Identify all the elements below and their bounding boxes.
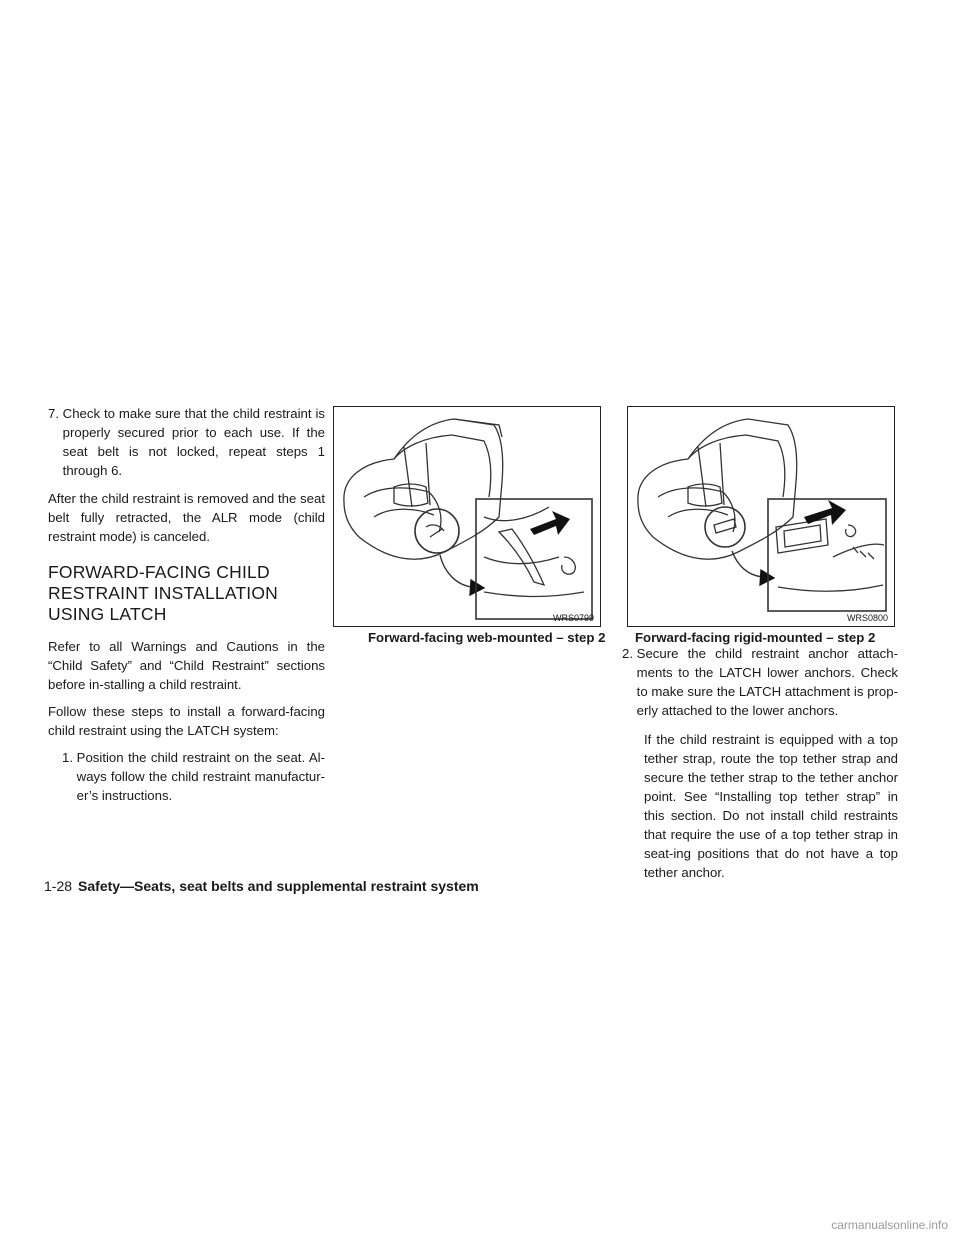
figure-code: WRS0800 — [846, 613, 888, 623]
list-item-step-2 — [622, 644, 898, 720]
figure-rigid-mounted — [627, 406, 895, 627]
step-text: Position the child restraint on the seat. Al-ways follow the child restraint manufactur-er’s instructions. — [76, 750, 325, 803]
step-text: Secure the child restraint anchor attach-ments to the LATCH lower anchors. Check to make sure the LATCH attachment is prop-erly attached to the lower anchors. — [636, 646, 898, 718]
child-seat-illustration — [334, 407, 600, 626]
watermark: carmanualsonline.info — [831, 1218, 948, 1232]
list-item-step-7 — [48, 404, 325, 480]
step-number: 1. — [62, 750, 77, 765]
list-item-step-1 — [62, 748, 325, 805]
paragraph-alr: After the child restraint is removed and the seat belt fully retracted, the ALR mode (child restraint mode) is canceled. — [48, 491, 325, 544]
page-footer — [44, 877, 479, 895]
section-heading: FORWARD-FACING CHILD RESTRAINT INSTALLATION USING LATCH — [48, 562, 278, 624]
chapter-title: Safety—Seats, seat belts and supplemental restraint system — [78, 878, 479, 894]
step-text: Check to make sure that the child restraint is properly secured prior to each use. If the seat belt is not locked, repeat steps 1 through 6. — [62, 406, 325, 478]
paragraph-follow: Follow these steps to install a forward-facing child restraint using the LATCH system: — [48, 704, 325, 738]
figure-web-mounted — [333, 406, 601, 627]
text-column-left — [48, 404, 325, 805]
text-column-right — [622, 644, 898, 890]
paragraph-top-tether: If the child restraint is equipped with a top tether strap, route the top tether strap and secure the tether strap to the tether anchor point. See “Installing top tether strap” in this section. Do not install child restraints that require the use of a top tether strap in seat-ing positions that do not have a top tether anchor. — [644, 732, 898, 880]
step-number: 2. — [622, 646, 637, 661]
figure-caption: Forward-facing rigid-mounted – step 2 — [635, 630, 876, 645]
figure-code: WRS0799 — [552, 613, 594, 623]
paragraph-refer: Refer to all Warnings and Cautions in the “Child Safety” and “Child Restraint” sections before in-stalling a child restraint. — [48, 639, 325, 692]
child-seat-illustration — [628, 407, 894, 626]
step-number: 7. — [48, 406, 63, 421]
figure-caption: Forward-facing web-mounted – step 2 — [368, 630, 606, 645]
page-number: 1-28 — [44, 878, 73, 894]
